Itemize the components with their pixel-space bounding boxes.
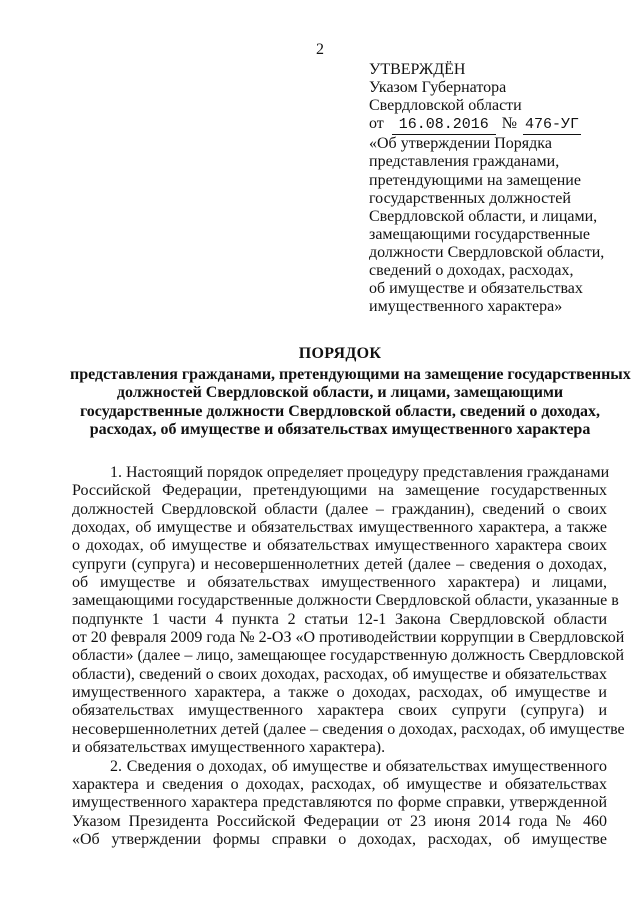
text-line: и обязательствах имущественного характера). (72, 739, 386, 757)
text-line: подпункте 1 части 4 пункта 2 статьи 12-1 Закона Свердловской области (72, 610, 607, 628)
decree-title-line: имущественного характера» (369, 298, 563, 316)
text-line: характера и сведения о доходах, расходах, об имуществе и обязательствах (72, 775, 607, 793)
text-line: Российской Федерации, претендующими на замещение государственных (72, 482, 607, 500)
number-sign: № (501, 115, 518, 133)
text-line: области), сведений о своих доходах, расходах, об имуществе и обязательствах (72, 665, 607, 683)
text-line: должностей Свердловской области (далее – гражданин), сведений о своих (72, 500, 607, 518)
document-subtitle-line: должностей Свердловской области, и лицами, замещающими (116, 384, 564, 401)
decree-title-line: должности Свердловской области, (369, 243, 605, 261)
decree-date: 16.08.2016 (392, 116, 496, 135)
text-line: о доходах, об имуществе и обязательствах имущественного характера своих (72, 537, 607, 555)
decree-title-line: замещающими государственные (369, 225, 590, 243)
decree-title-line: претендующими на замещение (369, 171, 581, 189)
paragraph-2 (72, 758, 607, 850)
text-line: имущественного характера представляются по форме справки, утвержденной (72, 794, 607, 812)
approval-line-decree: Указом Губернатора (369, 79, 507, 97)
document-heading: ПОРЯДОК (298, 345, 382, 362)
decree-title-line: об имуществе и обязательствах (369, 280, 583, 298)
approval-line-approved: УТВЕРЖДЁН (369, 61, 466, 78)
paragraph-1 (72, 464, 625, 758)
decree-number: 476-УГ (523, 116, 581, 135)
document-subtitle-line: расходах, об имуществе и обязательствах имущественного характера (89, 421, 591, 438)
text-line: 1. Настоящий порядок определяет процедуру представления гражданами (110, 464, 610, 481)
text-line: «Об утверждении формы справки о доходах, расходах, об имуществе (72, 830, 607, 848)
text-line: от 20 февраля 2009 года № 2-ОЗ «О противодействии коррупции в Свердловской (72, 629, 625, 647)
approval-line-region: Свердловской области (369, 97, 522, 115)
decree-title-line: «Об утверждении Порядка (369, 135, 552, 153)
document-title (70, 345, 631, 440)
text-line: несовершеннолетних детей (далее – сведения о доходах, расходах, об имуществе (72, 720, 625, 738)
text-line: обязательствах имущественного характера своих супруги (супруга) и (72, 702, 607, 720)
approval-date-number-line (369, 115, 619, 135)
decree-title-line: сведений о доходах, расходах, (369, 262, 574, 280)
decree-title-line: государственных должностей (369, 189, 571, 207)
decree-title-line: представления гражданами, (369, 153, 560, 171)
text-line: замещающими государственные должности Свердловской области, указанные в (72, 592, 619, 610)
text-line: имущественного характера, а также о доходах, расходах, об имуществе и (72, 684, 607, 702)
from-label: от (369, 115, 384, 133)
document-subtitle-line: государственные должности Свердловской области, сведений о доходах, (79, 402, 601, 420)
text-line: области» (далее – лицо, замещающее государственную должность Свердловской (72, 647, 625, 665)
page-number: 2 (316, 41, 324, 58)
text-line: Указом Президента Российской Федерации от 23 июня 2014 года № 460 (72, 812, 607, 830)
text-line: супруги (супруга) и несовершеннолетних детей (далее – сведения о доходах, (72, 555, 607, 573)
text-line: доходах, об имуществе и обязательствах имущественного характера, а также (72, 519, 607, 537)
text-line: 2. Сведения о доходах, об имуществе и обязательствах имущественного (110, 757, 607, 775)
decree-title-line: Свердловской области, и лицами, (369, 207, 598, 225)
document-subtitle-line: представления гражданами, претендующими на замещение государственных (70, 365, 631, 383)
approval-stamp (369, 61, 619, 316)
text-line: об имуществе и обязательствах имущественного характера) и лицами, (72, 574, 607, 592)
document-body (72, 464, 625, 849)
